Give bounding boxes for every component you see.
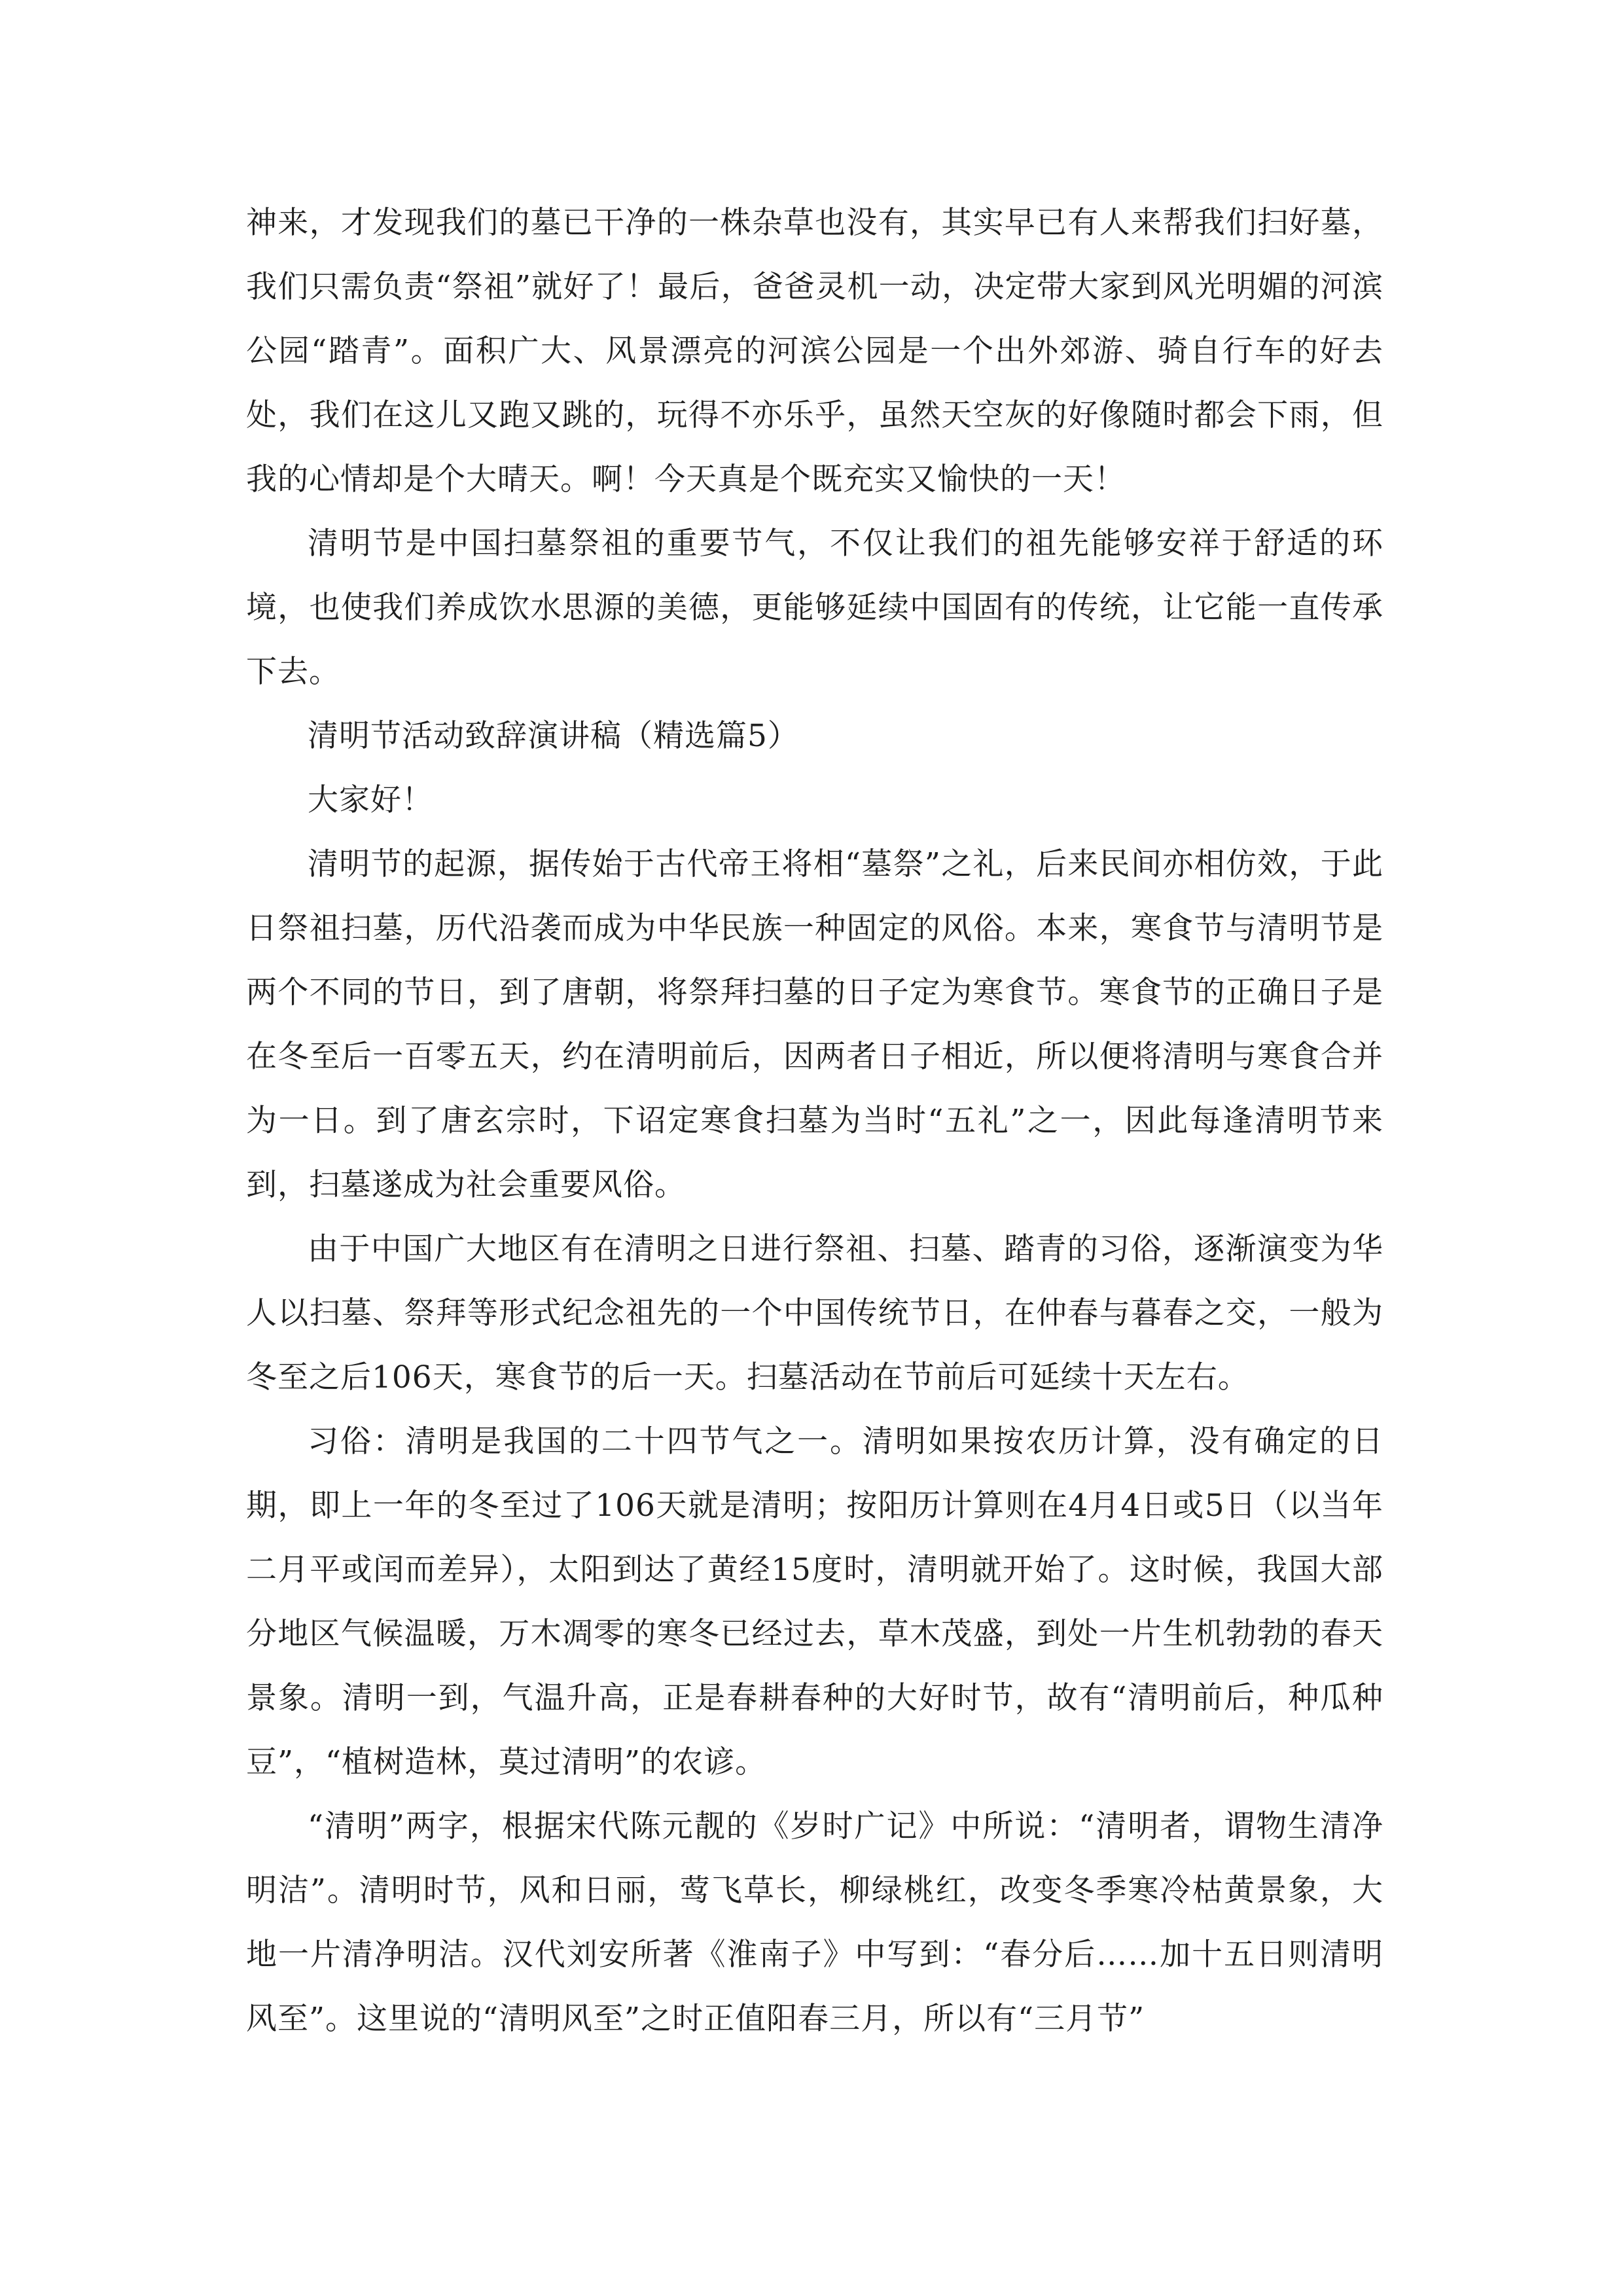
document-body xyxy=(246,191,1383,2051)
paragraph-origin: 清明节的起源，据传始于古代帝王将相“墓祭”之礼，后来民间亦相仿效，于此日祭祖扫墓，历代沿袭而成为中华民族一种固定的风俗。本来，寒食节与清明节是两个不同的节日，到了唐朝，将祭拜扫墓的日子定为寒食节。寒食节的正确日子是在冬至后一百零五天，约在清明前后，因两者日子相近，所以便将清明与寒食合并为一日。到了唐玄宗时，下诏定寒食扫墓为当时“五礼”之一，因此每逢清明节来到，扫墓遂成为社会重要风俗。 xyxy=(246,846,1383,1203)
greeting: 大家好！ xyxy=(308,782,433,818)
section-title: 清明节活动致辞演讲稿（精选篇5） xyxy=(308,718,799,754)
paragraph-name-meaning: “清明”两字，根据宋代陈元靓的《岁时广记》中所说：“清明者，谓物生清净明洁”。清明时节，风和日丽，莺飞草长，柳绿桃红，改变冬季寒冷枯黄景象，大地一片清净明洁。汉代刘安所著《淮南子》中写到：“春分后……加十五日则清明风至”。这里说的“清明风至”之时正值阳春三月，所以有“三月节” xyxy=(246,1808,1383,2037)
paragraph-conclusion: 清明节是中国扫墓祭祖的重要节气，不仅让我们的祖先能够安祥于舒适的环境，也使我们养成饮水思源的美德，更能够延续中国固有的传统，让它能一直传承下去。 xyxy=(246,526,1383,690)
paragraph-continuation: 神来，才发现我们的墓已干净的一株杂草也没有，其实早已有人来帮我们扫好墓，我们只需负责“祭祖”就好了！最后，爸爸灵机一动，决定带大家到风光明媚的河滨公园“踏青”。面积广大、风景漂亮的河滨公园是一个出外郊游、骑自行车的好去处，我们在这儿又跑又跳的，玩得不亦乐乎，虽然天空灰的好像随时都会下雨，但我的心情却是个大晴天。啊！今天真是个既充实又愉快的一天！ xyxy=(246,205,1383,497)
paragraph-customs: 习俗：清明是我国的二十四节气之一。清明如果按农历计算，没有确定的日期，即上一年的冬至过了106天就是清明；按阳历计算则在4月4日或5日（以当年二月平或闰而差异），太阳到达了黄经15度时，清明就开始了。这时候，我国大部分地区气候温暖，万木凋零的寒冬已经过去，草木茂盛，到处一片生机勃勃的春天景象。清明一到，气温升高，正是春耕春种的大好时节，故有“清明前后，种瓜种豆”，“植树造林，莫过清明”的农谚。 xyxy=(246,1424,1383,1780)
paragraph-custom-spread: 由于中国广大地区有在清明之日进行祭祖、扫墓、踏青的习俗，逐渐演变为华人以扫墓、祭拜等形式纪念祖先的一个中国传统节日，在仲春与暮春之交，一般为冬至之后106天，寒食节的后一天。扫墓活动在节前后可延续十天左右。 xyxy=(246,1231,1383,1395)
